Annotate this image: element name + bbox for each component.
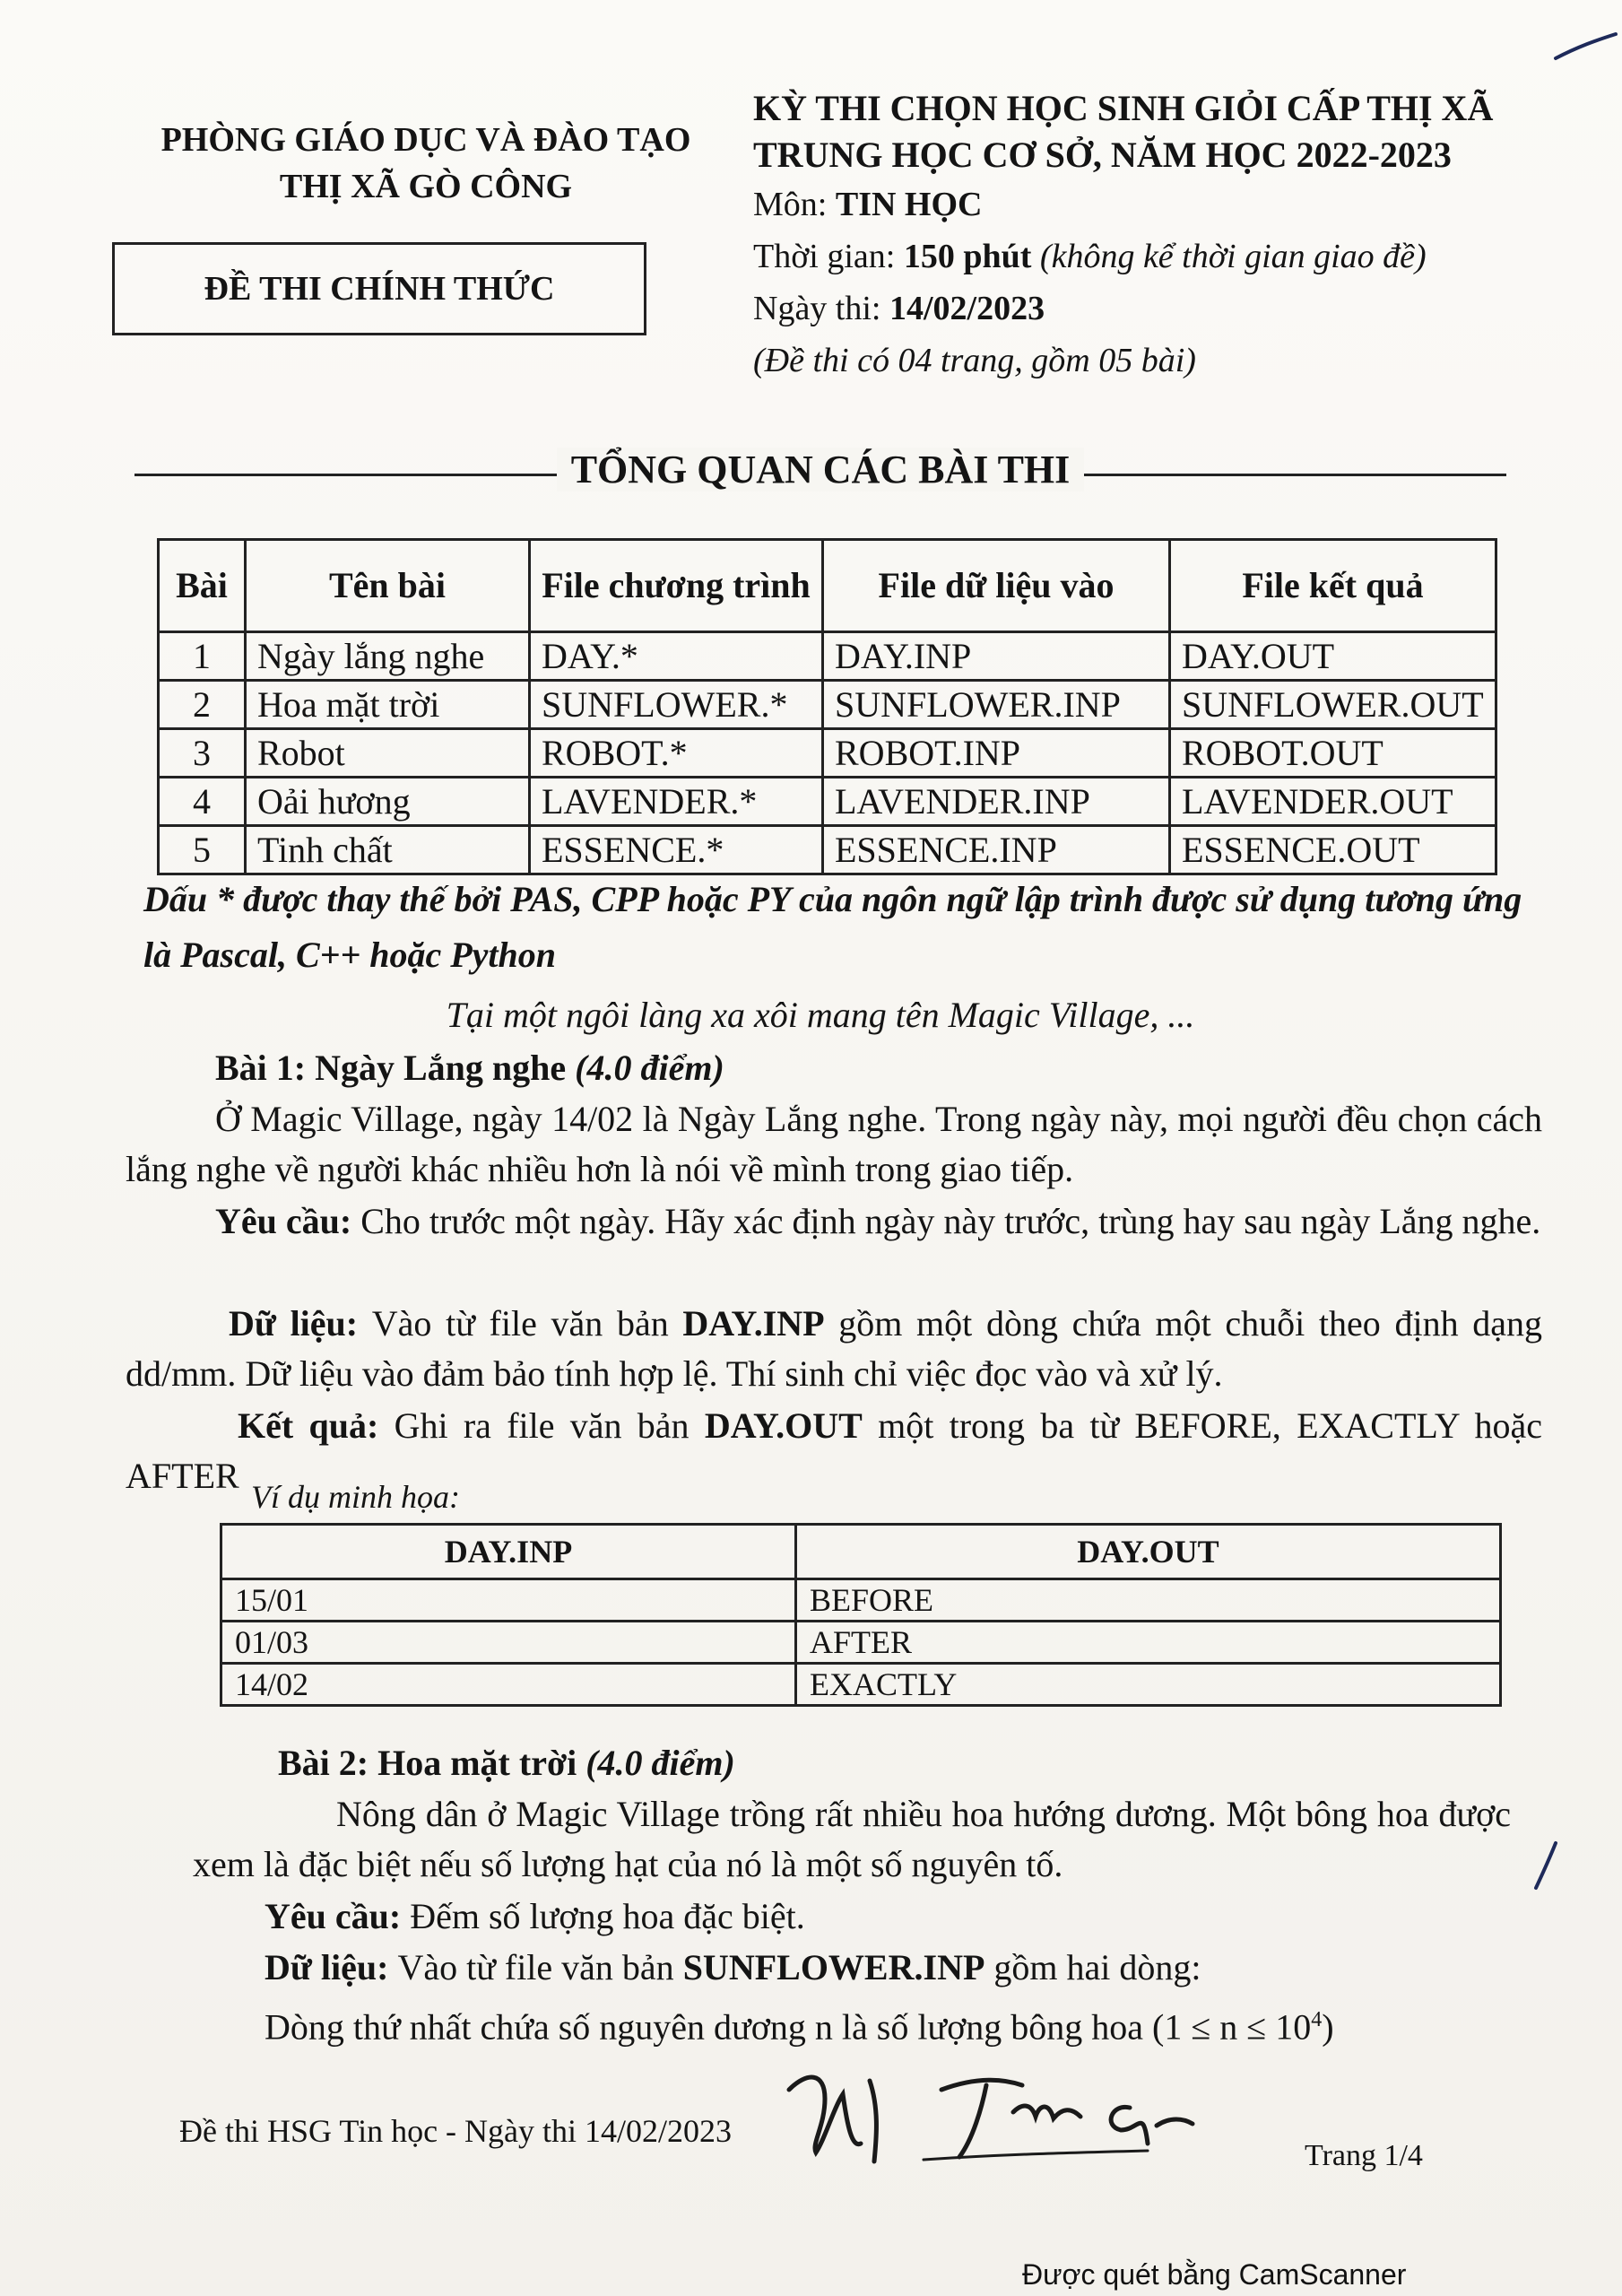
table-row	[159, 632, 1496, 681]
input-text-a: Vào từ file văn bản	[371, 1303, 683, 1344]
pen-stroke-icon	[1551, 27, 1618, 63]
page-number: Trang 1/4	[1305, 2139, 1423, 2172]
cell-output-file: DAY.OUT	[1170, 632, 1496, 681]
cell-number: 1	[159, 632, 246, 681]
cell-input-file: SUNFLOWER.INP	[823, 681, 1170, 729]
example-col-input: DAY.INP	[221, 1525, 796, 1579]
problem-2-input	[265, 1943, 1201, 1993]
exam-info-header	[753, 85, 1560, 387]
input-label: Dữ liệu:	[229, 1303, 372, 1344]
input-file-name: SUNFLOWER.INP	[682, 1947, 985, 1987]
requirement-label: Yêu cầu:	[215, 1201, 361, 1241]
cell-output-file: ESSENCE.OUT	[1170, 826, 1496, 874]
col-header-output-file: File kết quả	[1170, 540, 1496, 632]
line-1-exponent: 4	[1311, 2008, 1323, 2031]
footer-exam-label: Đề thi HSG Tin học - Ngày thi 14/02/2023	[179, 2113, 733, 2149]
problem-2-description: Nông dân ở Magic Village trồng rất nhiều hoa hướng dương. Một bông hoa được xem là đặc biệt nếu số lượng hạt của nó là một số nguyên tố.	[193, 1794, 1511, 1884]
pages-note: (Đề thi có 04 trang, gồm 05 bài)	[753, 342, 1196, 379]
cell-output-file: ROBOT.OUT	[1170, 729, 1496, 778]
example-header-row	[221, 1525, 1501, 1579]
col-header-number: Bài	[159, 540, 246, 632]
example-output-cell: BEFORE	[796, 1579, 1501, 1622]
cell-name: Oải hương	[246, 778, 530, 826]
overview-header-row	[159, 540, 1496, 632]
cell-output-file: SUNFLOWER.OUT	[1170, 681, 1496, 729]
overview-title	[134, 447, 1506, 492]
subject-label: Môn:	[753, 186, 836, 223]
cell-program-file: LAVENDER.*	[530, 778, 823, 826]
output-label: Kết quả:	[238, 1405, 395, 1446]
output-file-name: DAY.OUT	[704, 1405, 863, 1446]
signature-image	[771, 2054, 1201, 2170]
input-text-b: gồm hai dòng:	[984, 1947, 1201, 1987]
requirement-text: Đếm số lượng hoa đặc biệt.	[410, 1896, 805, 1936]
date-label: Ngày thi:	[753, 290, 889, 327]
problem-1-requirement	[126, 1196, 1542, 1247]
problem-1-input	[126, 1299, 1542, 1399]
department-line-1: PHÒNG GIÁO DỤC VÀ ĐÀO TẠO	[160, 121, 691, 159]
cell-number: 2	[159, 681, 246, 729]
col-header-program-file: File chương trình	[530, 540, 823, 632]
language-note: Dấu * được thay thế bởi PAS, CPP hoặc PY của ngôn ngữ lập trình được sử dụng tương ứng là Pascal, C++ hoặc Python	[143, 879, 1522, 975]
problem-2-title-text: Bài 2: Hoa mặt trời	[278, 1743, 586, 1783]
cell-output-file: LAVENDER.OUT	[1170, 778, 1496, 826]
time-note: (không kể thời gian giao đề)	[1039, 238, 1427, 275]
subject-value: TIN HỌC	[835, 186, 983, 223]
department-header	[134, 117, 717, 210]
table-row	[221, 1579, 1501, 1622]
example-input-cell: 01/03	[221, 1622, 796, 1664]
overview-table	[157, 538, 1497, 875]
problem-1-title-text: Bài 1: Ngày Lắng nghe	[215, 1048, 576, 1088]
problem-2-line-1	[265, 1995, 1334, 2052]
example-output-cell: EXACTLY	[796, 1664, 1501, 1706]
overview-title-text: TỔNG QUAN CÁC BÀI THI	[557, 448, 1085, 491]
col-header-name: Tên bài	[246, 540, 530, 632]
table-row	[159, 729, 1496, 778]
official-exam-box	[112, 242, 646, 335]
input-label: Dữ liệu:	[265, 1947, 398, 1987]
table-row	[221, 1622, 1501, 1664]
time-value: 150 phút	[903, 238, 1032, 275]
table-row	[159, 778, 1496, 826]
line-1-end: )	[1322, 2006, 1334, 2048]
requirement-text: Cho trước một ngày. Hãy xác định ngày này trước, trùng hay sau ngày Lắng nghe.	[360, 1201, 1541, 1241]
check-mark-icon	[1529, 1839, 1565, 1892]
cell-input-file: ROBOT.INP	[823, 729, 1170, 778]
time-line	[753, 230, 1560, 283]
problem-2-title	[278, 1738, 735, 1788]
problem-1-points: (4.0 điểm)	[575, 1048, 724, 1088]
cell-program-file: ROBOT.*	[530, 729, 823, 778]
table-row	[159, 681, 1496, 729]
example-table	[220, 1523, 1502, 1707]
line-1-text: Dòng thứ nhất chứa số nguyên dương n là số lượng bông hoa (1 ≤ n ≤ 10	[265, 2006, 1312, 2048]
example-input-cell: 14/02	[221, 1664, 796, 1706]
cell-input-file: LAVENDER.INP	[823, 778, 1170, 826]
problem-1-description: Ở Magic Village, ngày 14/02 là Ngày Lắng nghe. Trong ngày này, mọi người đều chọn cách lắng nghe về người khác nhiều hơn là nói về mình trong giao tiếp.	[126, 1099, 1542, 1189]
cell-input-file: DAY.INP	[823, 632, 1170, 681]
time-label: Thời gian:	[753, 238, 904, 275]
output-text-a: Ghi ra file văn bản	[394, 1405, 705, 1446]
input-text-b: gồm một dòng chứa một chuỗi theo định dạng dd/mm. Dữ liệu vào đảm bảo tính hợp lệ. Thí sinh chỉ việc đọc vào và xử lý.	[126, 1303, 1542, 1394]
cell-name: Tinh chất	[246, 826, 530, 874]
problem-1-title	[215, 1043, 724, 1093]
col-header-input-file: File dữ liệu vào	[823, 540, 1170, 632]
cell-program-file: ESSENCE.*	[530, 826, 823, 874]
table-row	[221, 1664, 1501, 1706]
output-text-b: một trong ba từ BEFORE, EXACTLY hoặc AFTER	[126, 1405, 1543, 1496]
cell-name: Robot	[246, 729, 530, 778]
cell-number: 3	[159, 729, 246, 778]
cell-name: Hoa mặt trời	[246, 681, 530, 729]
requirement-label: Yêu cầu:	[265, 1896, 411, 1936]
exam-title-line-1: KỲ THI CHỌN HỌC SINH GIỎI CẤP THỊ XÃ	[753, 88, 1494, 128]
problem-2-points: (4.0 điểm)	[585, 1743, 735, 1783]
example-input-cell: 15/01	[221, 1579, 796, 1622]
problem-2-requirement	[265, 1892, 805, 1942]
table-row	[159, 826, 1496, 874]
official-exam-label: ĐỀ THI CHÍNH THỨC	[204, 270, 555, 308]
input-file-name: DAY.INP	[682, 1303, 825, 1344]
cell-number: 5	[159, 826, 246, 874]
cell-program-file: SUNFLOWER.*	[530, 681, 823, 729]
scanner-watermark: Được quét bằng CamScanner	[1022, 2258, 1407, 2291]
story-intro: Tại một ngôi làng xa xôi mang tên Magic Village, ...	[446, 995, 1195, 1035]
input-text-a: Vào từ file văn bản	[397, 1947, 683, 1987]
example-output-cell: AFTER	[796, 1622, 1501, 1664]
example-col-output: DAY.OUT	[796, 1525, 1501, 1579]
cell-number: 4	[159, 778, 246, 826]
date-value: 14/02/2023	[889, 290, 1045, 327]
department-line-2: THỊ XÃ GÒ CÔNG	[279, 168, 573, 205]
cell-input-file: ESSENCE.INP	[823, 826, 1170, 874]
subject-line	[753, 178, 1560, 230]
cell-name: Ngày lắng nghe	[246, 632, 530, 681]
exam-title-line-2: TRUNG HỌC CƠ SỞ, NĂM HỌC 2022-2023	[753, 135, 1452, 175]
cell-program-file: DAY.*	[530, 632, 823, 681]
date-line	[753, 283, 1560, 335]
example-label: Ví dụ minh họa:	[251, 1479, 460, 1515]
